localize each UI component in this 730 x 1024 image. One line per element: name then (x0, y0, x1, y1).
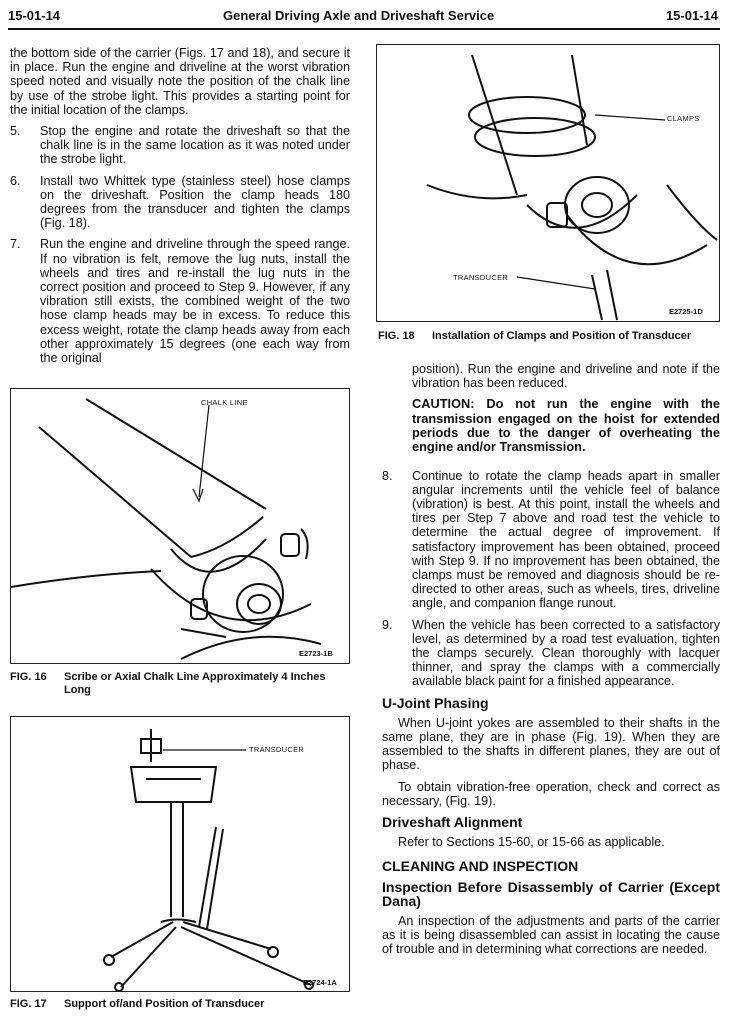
left-column (10, 46, 350, 372)
step-5 (10, 124, 350, 167)
ujoint-paragraph-1: When U-joint yokes are assembled to their shafts in the same plane, they are in phase (Fig. 19). When they are assembled to the shafts in different planes, they are out of phase. (382, 715, 720, 773)
step-9 (382, 618, 720, 689)
caption-number: FIG. 17 (10, 998, 47, 1010)
step-7 (10, 237, 350, 365)
caption-number: FIG. 18 (378, 330, 415, 342)
caption-text: Support of/and Position of Transducer (64, 998, 265, 1010)
step-number: 7. (10, 237, 21, 252)
inspection-heading: Inspection Before Disassembly of Carrier (Except Dana) (382, 878, 720, 909)
ujoint-paragraph-2: To obtain vibration-free operation, check and correct as necessary, (Fig. 19). (382, 779, 720, 808)
step-number: 5. (10, 124, 21, 139)
figure-16-chalk-line-illustration (10, 388, 350, 664)
right-column (382, 362, 720, 964)
continuation-text: position). Run the engine and driveline and note if the vibration has been reduced. (412, 362, 720, 391)
page-title: General Driving Axle and Driveshaft Service (223, 8, 495, 23)
step-text: Install two Whittek type (stainless steel) hose clamps on the driveshaft. Position the clamp heads 180 degrees from the transducer and tighten the clamps (Fig. 18). (40, 173, 350, 231)
driveshaft-alignment-heading: Driveshaft Alignment (382, 814, 523, 831)
caption-text: Scribe or Axial Chalk Line Approximately 4 Inches Long (64, 671, 326, 696)
figure-code: E2725-1D (669, 307, 703, 316)
ujoint-phasing-heading: U-Joint Phasing (382, 694, 489, 711)
figure-18-caption (378, 330, 718, 343)
step-text: Continue to rotate the clamp heads apart in smaller angular increments until the vehicle feel of balance (vibration) is best. At this point, install the wheels and tires per Step 7 above and road test the vehicle to determine the actual degree of improvement. If satisfactory improvement has been obtained, proceed with Step 9. If no improvement has been obtained, the clamps must be removed and diagnosis should be re-directed to other areas, such as wheels, tires, driveline angle, and companion flange runout. (412, 468, 720, 611)
transmission-jack-drawing (11, 717, 349, 991)
step-text: Stop the engine and rotate the driveshaft so that the chalk line is in the same location as it was noted under the strobe light. (40, 124, 350, 167)
chalk-line-label: CHALK LINE (201, 398, 248, 407)
figure-16-caption (10, 671, 350, 696)
inspection-paragraph: An inspection of the adjustments and parts of the carrier as it is being disassembled can assist in locating the cause of trouble and in determining what corrections are needed. (382, 914, 720, 957)
caption-text: Installation of Clamps and Position of Transducer (432, 330, 692, 342)
alignment-paragraph: Refer to Sections 15-60, or 15-66 as applicable. (398, 835, 665, 850)
clamps-transducer-drawing (377, 45, 719, 321)
clamps-label: CLAMPS (667, 114, 700, 123)
step-6 (10, 174, 350, 231)
figure-17-transducer-stand-illustration (10, 716, 350, 992)
step-number: 6. (10, 173, 21, 188)
figure-code: E2723-1B (299, 649, 333, 658)
figure-18-clamps-illustration (376, 44, 720, 322)
caution-text: CAUTION: Do not run the engine with the transmission engaged on the hoist for extended periods due to the danger of overheating the engine and/or Transmission. (412, 396, 720, 455)
page-number-right: 15-01-14 (665, 8, 718, 23)
intro-paragraph: the bottom side of the carrier (Figs. 17 and 18), and secure it in place. Run the engine and driveline at the worst vibration speed noted and visually note the position of the chalk line by use of the strobe light. This provides a starting point for the initial location of the clamps. (10, 46, 350, 117)
figure-17-caption (10, 998, 350, 1011)
caption-number: FIG. 16 (10, 671, 47, 683)
driveshaft-chalk-line-drawing (11, 389, 349, 663)
step-number: 9. (382, 617, 393, 632)
transducer-label: TRANSDUCER (249, 745, 305, 754)
page-number-left: 15-01-14 (8, 8, 61, 23)
step-text: When the vehicle has been corrected to a satisfactory level, as determined by a road test evaluation, tighten the clamps securely. Clean thoroughly with lacquer thinner, and spray the clamps with a commercially available black paint for a finished appearance. (412, 617, 720, 689)
step-number: 8. (382, 468, 393, 483)
cleaning-inspection-heading: CLEANING AND INSPECTION (382, 858, 579, 875)
transducer-label: TRANSDUCER (453, 273, 509, 282)
page-header (8, 6, 720, 30)
figure-code: E2724-1A (303, 978, 337, 987)
continuation-paragraph (382, 362, 720, 390)
step-8 (382, 469, 720, 611)
step-text: Run the engine and driveline through the speed range. If no vibration is felt, remove the lug nuts, install the wheels and tires and re-install the lug nuts in the correct position and proceed to Step 9. However, if any vibration still exists, the combined weight of the two hose clamp heads may be in excess. To reduce this excess weight, rotate the clamp heads away from each other approximately 15 degrees (one each way from the original (40, 237, 350, 366)
caution-block (382, 397, 720, 461)
